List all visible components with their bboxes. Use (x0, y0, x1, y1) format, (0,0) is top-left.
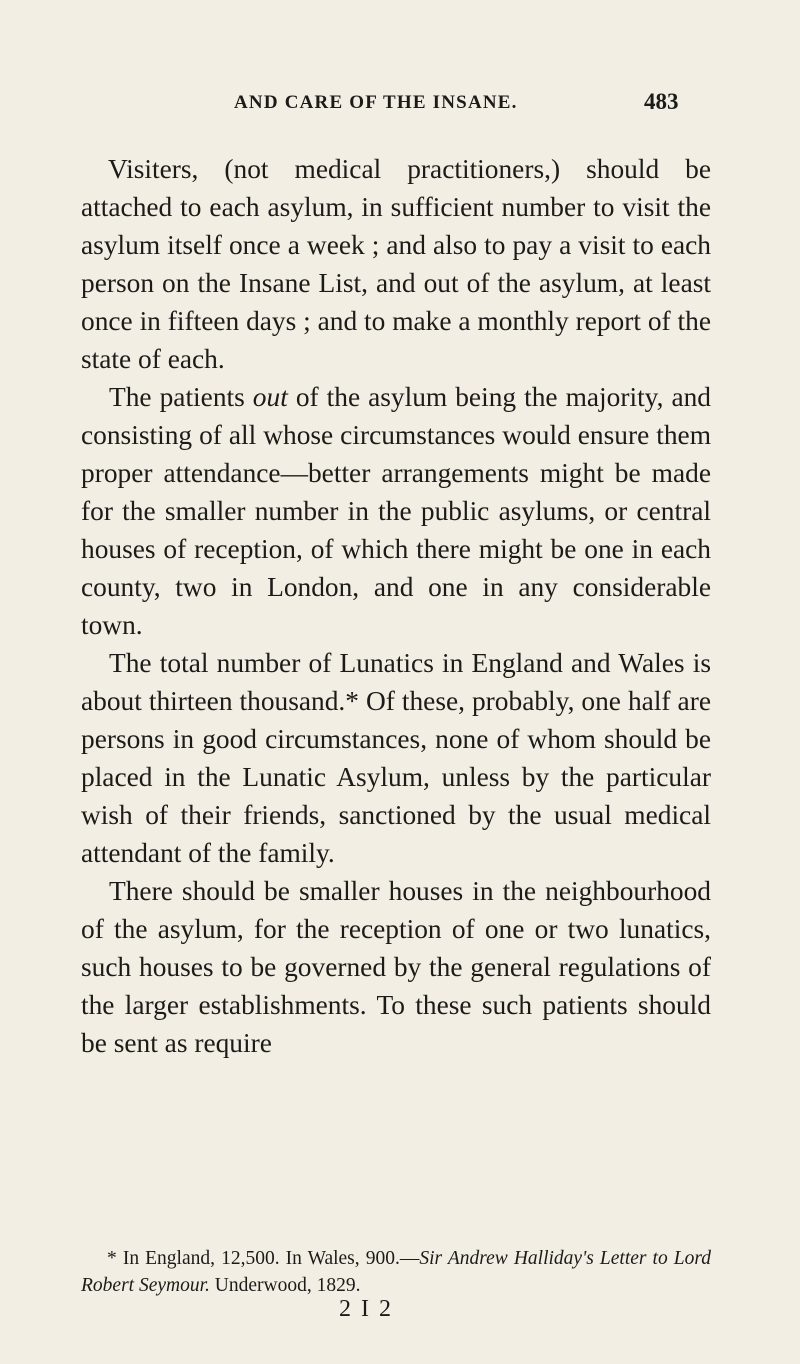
paragraph-text: of the asylum being the majority, and consisting of all whose circumstances would ensure them proper attendance—better arrangements might be made for the smaller number in the public asylums, or central houses of reception, of which there might be one in each county, two in London, and one in any considerable town. (81, 382, 711, 640)
paragraph-text: The patients (109, 382, 253, 412)
paragraph-text: Visiters, (not medical practitioners,) should be attached to each asylum, in sufficient number to visit the asylum itself once a week ; and also to pay a visit to each person on the Insane List, and out of the asylum, at least once in fifteen days ; and to make a monthly report of the state of each. (81, 154, 711, 374)
footnote-segment: Underwood, 1829. (209, 1275, 361, 1296)
footnote (81, 1245, 711, 1299)
body-text (81, 150, 711, 1062)
signature-mark: 2 I 2 (339, 1296, 393, 1322)
footnote-italic-title: Sir Andrew Halliday's Letter to Lord Robert Seymour. (81, 1248, 711, 1296)
running-head-title: AND CARE OF THE INSANE. (234, 92, 518, 113)
paragraph-text: There should be smaller houses in the neighbourhood of the asylum, for the reception of one or two lunatics, such houses to be governed by the general regulations of the larger establishments. To these such patients should be sent as require (81, 876, 711, 1058)
paragraph-text: The total number of Lunatics in England and Wales is about thirteen thousand.* Of these, probably, one half are persons in good circumstances, none of whom should be placed in the Lunatic Asylum, unless by the particular wish of their friends, sanctioned by the usual medical attendant of the family. (81, 648, 711, 868)
footnote-text (81, 1245, 711, 1299)
running-head (234, 89, 679, 122)
paragraph-smaller-houses (81, 872, 711, 1062)
paragraph-patients-out (81, 378, 711, 644)
paragraph-total-lunatics (81, 644, 711, 872)
page-number: 483 (644, 89, 679, 114)
paragraph-visiters (81, 150, 711, 378)
footnote-segment: * In England, 12,500. In Wales, 900.— (107, 1248, 420, 1269)
italic-emphasis: out (252, 382, 288, 412)
